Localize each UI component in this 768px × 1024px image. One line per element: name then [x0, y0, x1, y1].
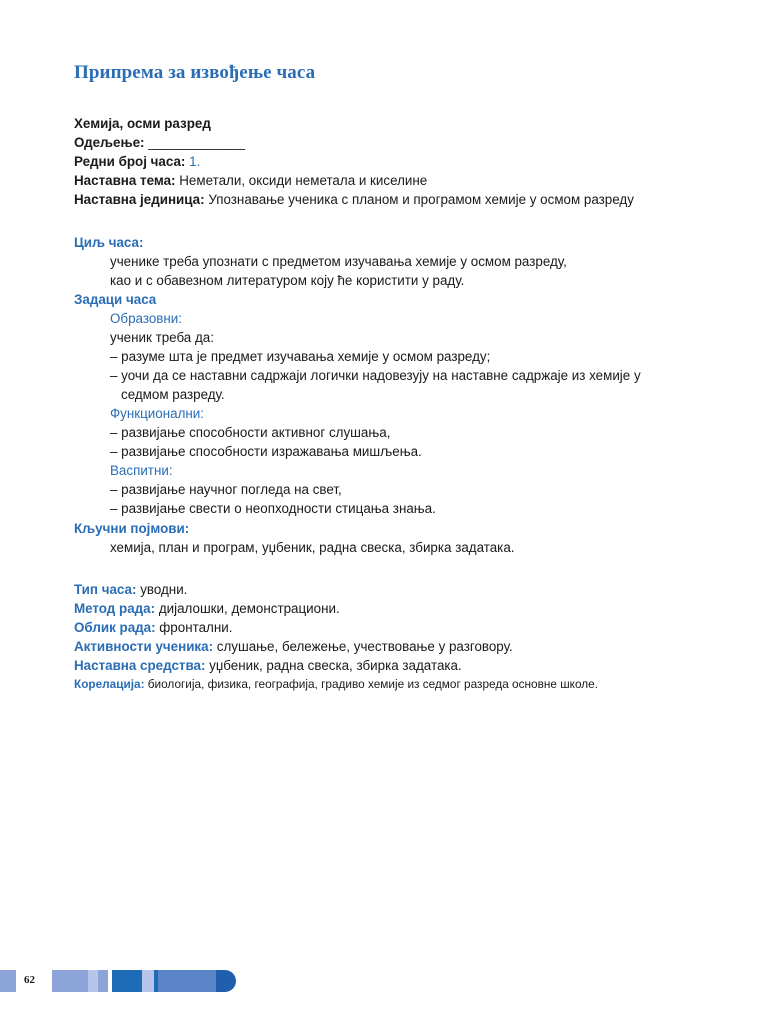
class-label: Одељење: — [74, 135, 145, 150]
topic-value: Неметали, оксиди неметала и киселине — [179, 173, 428, 188]
goal-and-tasks — [74, 233, 694, 557]
tools-line — [74, 656, 694, 675]
footer-color-block — [98, 970, 108, 992]
subject-line: Хемија, осми разред — [74, 116, 211, 131]
form-line — [74, 618, 694, 637]
method-value: дијалошки, демонстрациони. — [158, 601, 340, 616]
correlation-label: Корелација: — [74, 677, 145, 691]
unit-label: Наставна јединица: — [74, 192, 205, 207]
footer-color-block — [112, 970, 142, 992]
footer-color-block — [158, 970, 216, 992]
page-title: Припрема за извођење часа — [74, 62, 316, 83]
topic-line — [74, 171, 694, 190]
functional-label: Функционални: — [110, 406, 204, 421]
class-line — [74, 133, 694, 152]
footer-bar — [0, 970, 240, 992]
class-value: _____________ — [148, 135, 246, 150]
functional-item: – развијање способности изражавања мишљења. — [110, 444, 422, 459]
lesson-number-value: 1. — [189, 154, 201, 169]
keywords-label: Кључни појмови: — [74, 521, 190, 536]
lesson-number-line — [74, 152, 694, 171]
page-number: 62 — [24, 974, 35, 986]
type-value: уводни. — [140, 582, 188, 597]
footer-color-block — [0, 970, 16, 992]
method-label: Метод рада: — [74, 601, 156, 616]
lesson-number-label: Редни број часа: — [74, 154, 186, 169]
upbringing-label: Васпитни: — [110, 463, 173, 478]
footer-color-block — [142, 970, 154, 992]
activities-value: слушање, бележење, учествовање у разговору. — [216, 639, 513, 654]
educational-item-continued: седмом разреду. — [121, 387, 225, 402]
functional-item: – развијање способности активног слушања, — [110, 425, 391, 440]
unit-line — [74, 190, 694, 209]
keywords-value: хемија, план и програм, уџбеник, радна свеска, збирка задатака. — [110, 540, 515, 555]
form-value: фронтални. — [159, 620, 233, 635]
lesson-header — [74, 114, 694, 209]
topic-label: Наставна тема: — [74, 173, 176, 188]
tools-label: Наставна средства: — [74, 658, 206, 673]
goal-label: Циљ часа: — [74, 235, 144, 250]
upbringing-item: – развијање свести о неопходности стицања знања. — [110, 501, 436, 516]
correlation-value: биологија, физика, географија, градиво хемије из седмог разреда основне школе. — [147, 677, 598, 691]
unit-value: Упознавање ученика с планом и програмом хемије у осмом разреду — [208, 192, 634, 207]
educational-item: – уочи да се наставни садржаји логички надовезују на наставне садржаје из хемије у — [110, 368, 641, 383]
footer-color-block — [88, 970, 98, 992]
goal-line: ученике треба упознати с предметом изучавања хемије у осмом разреду, — [110, 254, 567, 269]
tasks-label: Задаци часа — [74, 292, 157, 307]
method-line — [74, 599, 694, 618]
educational-intro: ученик треба да: — [110, 330, 214, 345]
goal-line: као и с обавезном литературом коју ће користити у раду. — [110, 273, 465, 288]
footer-color-block — [216, 970, 236, 992]
upbringing-item: – развијање научног погледа на свет, — [110, 482, 342, 497]
tools-value: уџбеник, радна свеска, збирка задатака. — [209, 658, 462, 673]
educational-label: Образовни: — [110, 311, 182, 326]
correlation-line — [74, 675, 694, 694]
educational-item: – разуме шта је предмет изучавања хемије у осмом разреду; — [110, 349, 491, 364]
activities-label: Активности ученика: — [74, 639, 214, 654]
lesson-details — [74, 580, 694, 694]
footer-color-block — [52, 970, 88, 992]
form-label: Облик рада: — [74, 620, 156, 635]
activities-line — [74, 637, 694, 656]
type-label: Тип часа: — [74, 582, 137, 597]
type-line — [74, 580, 694, 599]
